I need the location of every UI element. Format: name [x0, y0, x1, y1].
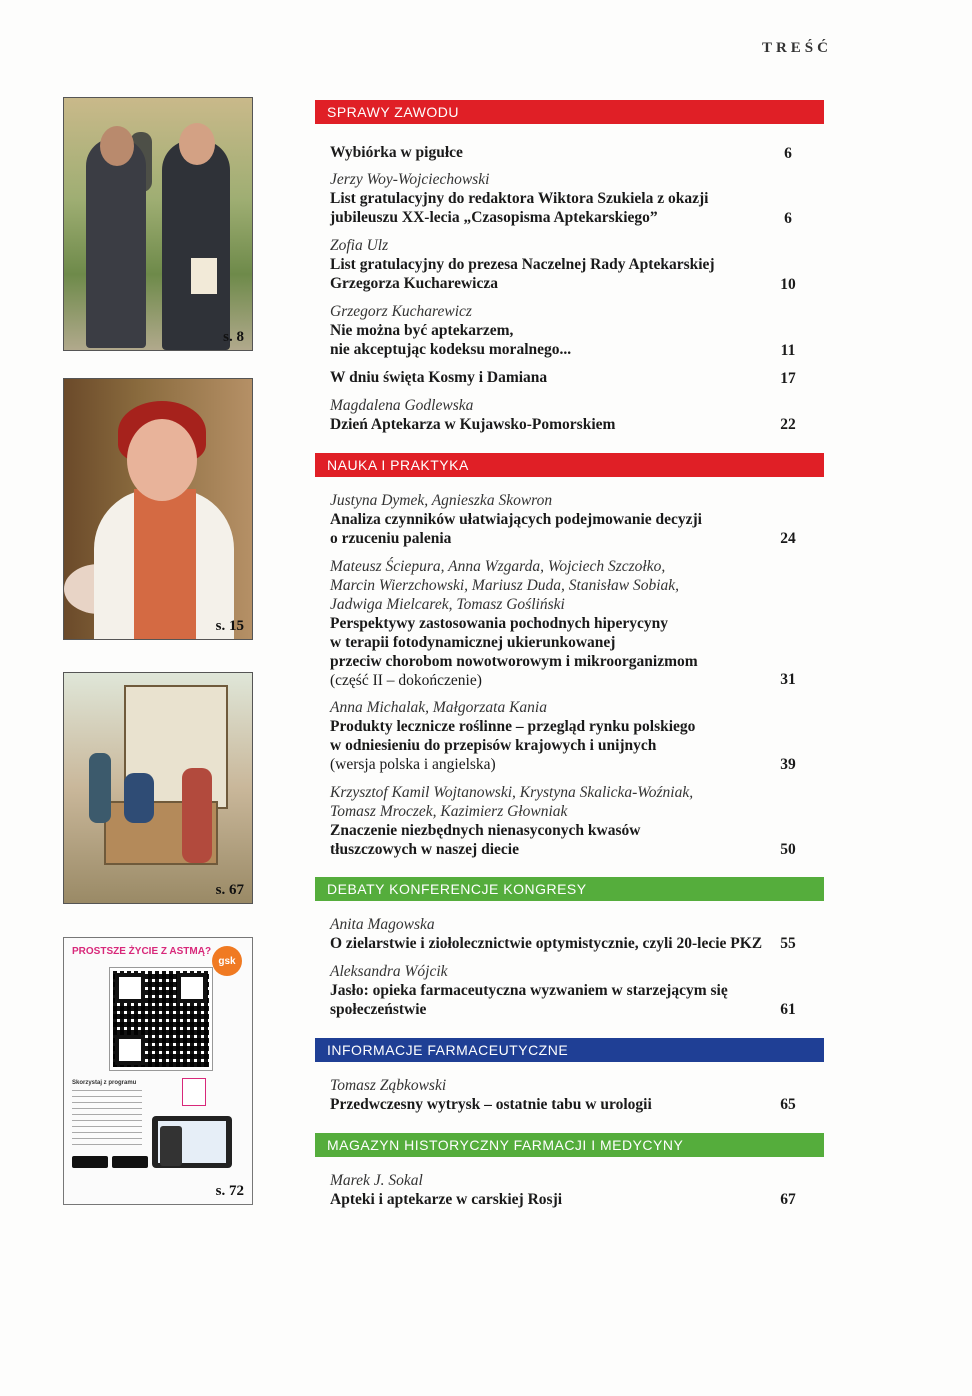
- entry-title: nie akceptując kodeksu moralnego...: [330, 341, 572, 358]
- thumbnail-illustration[interactable]: [63, 672, 253, 904]
- entry-author: Justyna Dymek, Agnieszka Skowron: [330, 492, 553, 509]
- entry-author: Grzegorz Kucharewicz: [330, 303, 472, 320]
- thumbnail-page-ref: s. 15: [215, 618, 244, 634]
- section-header: SPRAWY ZAWODU: [315, 100, 824, 124]
- thumbnail-advertisement[interactable]: [63, 937, 253, 1205]
- toc-entry[interactable]: [330, 1171, 800, 1209]
- toc-entry[interactable]: [330, 915, 800, 953]
- qr-corner-icon: [115, 1035, 145, 1065]
- entry-title: Analiza czynników ułatwiających podejmowanie decyzji: [330, 511, 702, 528]
- entry-page[interactable]: 11: [780, 342, 796, 359]
- section-header: NAUKA I PRAKTYKA: [315, 453, 824, 477]
- entry-page[interactable]: 65: [780, 1096, 796, 1113]
- person-left: [86, 138, 146, 348]
- toc-entry[interactable]: [330, 170, 800, 227]
- entry-author: Mateusz Ściepura, Anna Wzgarda, Wojciech Szczołko,: [330, 558, 666, 575]
- toc-entry[interactable]: [330, 491, 800, 548]
- entry-title: jubileuszu XX-lecia „Czasopisma Aptekarskiego”: [330, 209, 658, 226]
- person-left-head: [100, 126, 134, 166]
- page-title: TREŚĆ: [761, 40, 832, 56]
- phone-icon: [160, 1126, 182, 1166]
- ad-title: PROSTSZE ŻYCIE Z ASTMĄ?: [72, 946, 212, 957]
- figure-seated: [124, 773, 154, 823]
- ad-text-lines: [72, 1090, 142, 1150]
- entry-page[interactable]: 6: [784, 145, 792, 162]
- thumbnail-page-ref: s. 8: [223, 329, 244, 345]
- entry-author: Anita Magowska: [330, 916, 435, 933]
- toc-entry[interactable]: [330, 368, 800, 387]
- entry-page[interactable]: 50: [780, 841, 796, 858]
- qr-corner-icon: [177, 973, 207, 1003]
- entry-author: Magdalena Godlewska: [330, 397, 474, 414]
- app-store-badge-icon: [112, 1156, 148, 1168]
- section-header: MAGAZYN HISTORYCZNY FARMACJI I MEDYCYNY: [315, 1133, 824, 1157]
- entry-title: List gratulacyjny do prezesa Naczelnej Rady Aptekarskiej: [330, 256, 715, 273]
- entry-page[interactable]: 61: [780, 1001, 796, 1018]
- entry-author: Tomasz Ząbkowski: [330, 1077, 447, 1094]
- thumbnail-photo-2[interactable]: [63, 378, 253, 640]
- entry-page[interactable]: 31: [780, 671, 796, 688]
- entry-title: w odniesieniu do przepisów krajowych i unijnych: [330, 737, 657, 754]
- toc-entry[interactable]: [330, 302, 800, 359]
- google-play-badge-icon: [72, 1156, 108, 1168]
- qr-corner-icon: [115, 973, 145, 1003]
- entry-title: tłuszczowych w naszej diecie: [330, 841, 519, 858]
- entry-note: (wersja polska i angielska): [330, 756, 496, 773]
- entry-author: Marcin Wierzchowski, Mariusz Duda, Stanisław Sobiak,: [330, 577, 680, 594]
- entry-author: Jadwiga Mielcarek, Tomasz Gośliński: [330, 596, 565, 613]
- entry-page[interactable]: 39: [780, 756, 796, 773]
- entry-author: Zofia Ulz: [330, 237, 389, 254]
- entry-page[interactable]: 6: [784, 210, 792, 227]
- entry-note: (część II – dokończenie): [330, 672, 482, 689]
- entry-title: Przedwczesny wytrysk – ostatnie tabu w urologii: [330, 1096, 652, 1113]
- entry-page[interactable]: 67: [780, 1191, 796, 1208]
- entry-page[interactable]: 22: [780, 416, 796, 433]
- entry-author: Marek J. Sokal: [330, 1172, 423, 1189]
- entry-title: Wybiórka w pigułce: [330, 144, 463, 161]
- entry-title: społeczeństwie: [330, 1001, 427, 1018]
- entry-title: przeciw chorobom nowotworowym i mikroorganizmom: [330, 653, 698, 670]
- entry-title: Nie można być aptekarzem,: [330, 322, 514, 339]
- entry-page[interactable]: 17: [780, 370, 796, 387]
- entry-title: O zielarstwie i ziołolecznictwie optymistycznie, czyli 20-lecie PKZ: [330, 935, 763, 952]
- entry-title: Apteki i aptekarze w carskiej Rosji: [330, 1191, 563, 1208]
- entry-title: Produkty lecznicze roślinne – przegląd rynku polskiego: [330, 718, 696, 735]
- entry-author: Aleksandra Wójcik: [330, 963, 448, 980]
- toc-entry[interactable]: [330, 1076, 800, 1114]
- orange-dress: [134, 489, 196, 639]
- entry-page[interactable]: 55: [780, 935, 796, 952]
- toc-entry[interactable]: [330, 236, 800, 293]
- entry-author: Krzysztof Kamil Wojtanowski, Krystyna Skalicka-Woźniak,: [330, 784, 694, 801]
- person-right: [162, 140, 230, 350]
- gsk-logo-icon: gsk: [212, 946, 242, 976]
- entry-title: W dniu święta Kosmy i Damiana: [330, 369, 548, 386]
- entry-title: Znaczenie niezbędnych nienasyconych kwasów: [330, 822, 641, 839]
- ad-subtitle: Skorzystaj z programu: [72, 1080, 137, 1086]
- entry-title: Jasło: opieka farmaceutyczna wyzwaniem w starzejącym się: [330, 982, 728, 999]
- entry-title: Perspektywy zastosowania pochodnych hiperycyny: [330, 615, 669, 632]
- entry-title: Dzień Aptekarza w Kujawsko-Pomorskiem: [330, 416, 616, 433]
- entry-title: List gratulacyjny do redaktora Wiktora Szukiela z okazji: [330, 190, 709, 207]
- entry-author: Jerzy Woy-Wojciechowski: [330, 171, 490, 188]
- entry-title: w terapii fotodynamicznej ukierunkowanej: [330, 634, 616, 651]
- section-header: DEBATY KONFERENCJE KONGRESY: [315, 877, 824, 901]
- qr-code-icon: [110, 968, 212, 1070]
- entry-title: o rzuceniu palenia: [330, 530, 452, 547]
- person-right-head: [179, 123, 215, 165]
- entry-author: Anna Michalak, Małgorzata Kania: [330, 699, 547, 716]
- toc-entry[interactable]: [330, 962, 800, 1019]
- thumbnail-page-ref: s. 72: [215, 1183, 244, 1199]
- thumbnail-photo-1[interactable]: [63, 97, 253, 351]
- figure-pharmacist: [182, 768, 212, 863]
- entry-page[interactable]: 24: [780, 530, 796, 547]
- entry-title: Grzegorza Kucharewicza: [330, 275, 498, 292]
- toc-entry[interactable]: [330, 143, 800, 162]
- app-logo-icon: [182, 1078, 206, 1106]
- paper-document: [191, 258, 217, 294]
- section-header: INFORMACJE FARMACEUTYCZNE: [315, 1038, 824, 1062]
- entry-author: Tomasz Mroczek, Kazimierz Głowniak: [330, 803, 568, 820]
- toc-entry[interactable]: [330, 698, 800, 774]
- toc-entry[interactable]: [330, 557, 800, 690]
- face: [127, 419, 197, 501]
- figure-child: [89, 753, 111, 823]
- entry-page[interactable]: 10: [780, 276, 796, 293]
- toc-entry[interactable]: [330, 783, 800, 859]
- toc-entry[interactable]: [330, 396, 800, 434]
- thumbnail-page-ref: s. 67: [215, 882, 244, 898]
